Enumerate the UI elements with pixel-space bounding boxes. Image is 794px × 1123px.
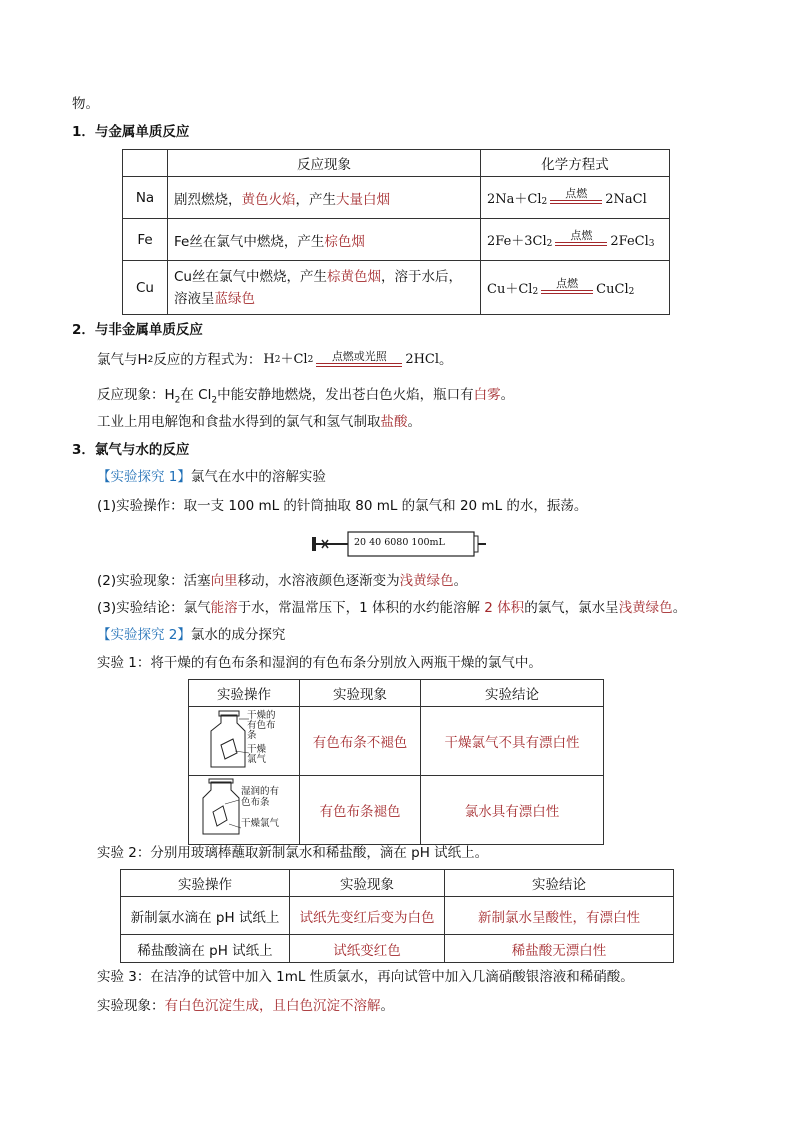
eq-right: CuCl	[596, 282, 629, 297]
table-row	[123, 261, 670, 315]
phenomenon-cell	[168, 261, 481, 315]
text-fragment: 物。	[72, 96, 99, 112]
label-text: 氯气	[247, 754, 267, 765]
section-heading-3: 3．氯气与水的反应	[72, 442, 190, 458]
subscript: 2	[541, 197, 548, 207]
text: 实验现象：	[97, 998, 165, 1014]
table-header-cell: 实验操作	[121, 870, 290, 897]
phenomenon-cell: 有色布条褪色	[300, 776, 421, 845]
eq-left: Cu＋Cl	[487, 282, 533, 297]
table-header-cell: 实验现象	[300, 680, 421, 707]
subscript: 2	[174, 395, 181, 406]
text: 。	[407, 414, 421, 430]
exp1-text: 实验 1：将干燥的有色布条和湿润的有色布条分别放入两瓶干燥的氯气中。	[97, 655, 542, 671]
text: 反应现象：H	[97, 387, 175, 403]
table-header-cell: 实验现象	[290, 870, 445, 897]
text: 氯气在水中的溶解实验	[190, 469, 326, 485]
reaction-condition	[555, 230, 607, 246]
condition-text: 点燃或光照	[331, 350, 387, 363]
explore1-op: (1)实验操作：取一支 100 mL 的针筒抽取 80 mL 的氯气和 20 mL 的水，振荡。	[97, 498, 588, 514]
h2-reaction-line	[97, 350, 453, 370]
table-header-cell: 实验结论	[421, 680, 604, 707]
subscript: 2	[211, 395, 218, 406]
text: 溶液呈	[174, 290, 215, 307]
eq-left: H	[263, 352, 275, 367]
explore1-title	[97, 467, 326, 487]
element-cell: Na	[123, 177, 168, 219]
eq-right: 2NaCl	[605, 192, 647, 207]
phenomenon-cell: 试纸先变红后变为白色	[290, 897, 445, 935]
equation-cell	[481, 261, 670, 315]
table-row	[189, 776, 604, 845]
table-row	[123, 177, 670, 219]
text: 的氯气，氯水呈	[524, 600, 619, 616]
equals-bar	[550, 200, 602, 204]
conclusion-cell: 氯水具有漂白性	[421, 776, 604, 845]
equation-cell	[481, 219, 670, 261]
highlight-text: 向里	[210, 573, 238, 589]
highlight-text: 盐酸	[380, 414, 408, 430]
label-text: 干燥氯气	[241, 818, 280, 829]
text: 中能安静地燃烧，发出苍白色火焰，瓶口有	[217, 387, 474, 403]
highlight-text: 2 体积	[484, 600, 525, 616]
metal-reaction-table	[122, 149, 670, 315]
highlight-text: 白雾	[473, 387, 501, 403]
exp3-phenomenon	[97, 996, 394, 1016]
conclusion-cell: 新制氯水呈酸性，有漂白性	[445, 897, 674, 935]
text: 。	[380, 998, 394, 1014]
table-header-cell: 实验操作	[189, 680, 300, 707]
highlight-text: 黄色火焰	[241, 191, 296, 208]
equation-cell	[481, 177, 670, 219]
cloth-strip	[213, 806, 227, 826]
text: 反应的方程式为：	[153, 352, 262, 368]
element-cell: Cu	[123, 261, 168, 315]
table-header-cell	[123, 150, 168, 177]
eq-right: 2HCl	[405, 352, 440, 367]
bottle-label	[247, 711, 276, 765]
table-header-row	[123, 150, 670, 177]
text: 氯气与H	[97, 352, 148, 368]
highlight-text: 蓝绿色	[214, 290, 255, 307]
chemical-equation	[487, 278, 634, 297]
text: 工业上用电解饱和食盐水得到的氯气和氢气制取	[97, 414, 381, 430]
text: Cu丝在氯气中燃烧，产生	[174, 268, 327, 285]
highlight-text: 棕黄色烟	[326, 268, 381, 285]
subscript: 2	[307, 355, 314, 365]
text: ，溶于水后，	[380, 268, 462, 285]
equals-bar	[316, 363, 402, 367]
text: 。	[439, 352, 453, 368]
equals-bar	[555, 242, 607, 246]
text: 。	[672, 600, 687, 616]
label-text: 条	[247, 730, 257, 741]
table-row	[121, 897, 674, 935]
explore1-conclusion	[97, 598, 686, 618]
highlight-text: 有白色沉淀生成，且白色沉淀不溶解	[164, 998, 381, 1014]
bottle-outline	[203, 782, 239, 834]
condition-text: 点燃	[556, 277, 579, 290]
subscript: 2	[532, 287, 539, 297]
syringe-plunger-handle	[312, 537, 316, 551]
subscript: 2	[628, 287, 635, 297]
eq-left: 2Fe＋3Cl	[487, 234, 547, 249]
condition-text: 点燃	[565, 187, 588, 200]
text: ，产生	[295, 191, 336, 208]
table-header-row	[189, 680, 604, 707]
highlight-text: 浅黄绿色	[399, 573, 454, 589]
text: 在 Cl	[180, 387, 212, 403]
section-heading-1: 1．与金属单质反应	[72, 124, 190, 140]
label-text: 干燥的	[247, 710, 276, 721]
phenomenon-cell: 有色布条不褪色	[300, 707, 421, 776]
condition-text: 点燃	[570, 229, 593, 242]
conclusion-cell: 稀盐酸无漂白性	[445, 935, 674, 963]
table-header-row	[121, 870, 674, 897]
reaction-condition	[541, 278, 593, 294]
operation-cell: 新制氯水滴在 pH 试纸上	[121, 897, 290, 935]
eq-left: 2Na＋Cl	[487, 192, 542, 207]
label-text: 有色布	[247, 720, 276, 731]
reaction-condition	[550, 188, 602, 204]
bottle-label	[241, 786, 279, 829]
text: (2)实验现象：活塞	[97, 573, 211, 589]
text: 氯水的成分探究	[190, 627, 286, 643]
chemical-equation	[487, 230, 655, 249]
cloth-strip	[221, 739, 237, 759]
label-text: 干燥	[247, 744, 267, 755]
section-heading-2: 2．与非金属单质反应	[72, 322, 203, 338]
eq-plus: ＋Cl	[280, 352, 308, 367]
table-row	[121, 935, 674, 963]
text: 。	[500, 387, 515, 403]
subscript: 2	[274, 355, 281, 365]
explore2-title	[97, 625, 285, 645]
table-row	[189, 707, 604, 776]
highlight-text: 浅黄绿色	[618, 600, 673, 616]
bottle-image-cell	[189, 776, 300, 845]
phenomenon-cell: 试纸变红色	[290, 935, 445, 963]
exp3-text: 实验 3：在洁净的试管中加入 1mL 性质氯水，再向试管中加入几滴硝酸银溶液和稀硝酸。	[97, 969, 634, 985]
highlight-text: 棕色烟	[324, 233, 365, 250]
subscript: 2	[147, 355, 154, 365]
operation-cell: 稀盐酸滴在 pH 试纸上	[121, 935, 290, 963]
text: Fe丝在氯气中燃烧，产生	[174, 233, 325, 250]
text: (3)实验结论：氯气	[97, 600, 211, 616]
text: 移动，水溶液颜色逐渐变为	[237, 573, 400, 589]
explore-tag: 【实验探究 2】	[97, 627, 191, 643]
table-header-cell: 实验结论	[445, 870, 674, 897]
industry-line	[97, 412, 421, 432]
eq-right: 2FeCl	[610, 234, 649, 249]
dry-bottle-figure	[189, 707, 299, 771]
explore1-phenomenon	[97, 571, 467, 591]
h2-equation	[263, 350, 439, 370]
table-header-cell: 化学方程式	[481, 150, 670, 177]
reaction-condition	[316, 351, 402, 367]
syringe-flange	[474, 536, 478, 552]
equals-bar	[541, 290, 593, 294]
phenomenon-cell	[168, 177, 481, 219]
phenomenon-cell	[168, 219, 481, 261]
h2-phenomenon-line	[97, 385, 514, 411]
highlight-text: 能溶	[210, 600, 238, 616]
bottle-image-cell	[189, 707, 300, 776]
table-header-cell: 反应现象	[168, 150, 481, 177]
exp2-text: 实验 2：分别用玻璃棒蘸取新制氯水和稀盐酸，滴在 pH 试纸上。	[97, 845, 489, 861]
text: 于水，常温常压下，1 体积的水约能溶解	[237, 600, 485, 616]
subscript: 3	[648, 239, 655, 249]
conclusion-cell: 干燥氯气不具有漂白性	[421, 707, 604, 776]
chemical-equation	[487, 188, 647, 207]
exp1-table	[188, 679, 604, 845]
text: 剧烈燃烧，	[174, 191, 242, 208]
table-row	[123, 219, 670, 261]
text: 。	[453, 573, 468, 589]
explore-tag: 【实验探究 1】	[97, 469, 191, 485]
element-cell: Fe	[123, 219, 168, 261]
subscript: 2	[546, 239, 553, 249]
label-text: 色布条	[241, 797, 270, 808]
syringe-scale-label: 20 40 6080 100mL	[354, 537, 445, 548]
exp2-table	[120, 869, 674, 963]
highlight-text: 大量白烟	[336, 191, 390, 208]
label-text: 湿润的有	[241, 786, 280, 797]
